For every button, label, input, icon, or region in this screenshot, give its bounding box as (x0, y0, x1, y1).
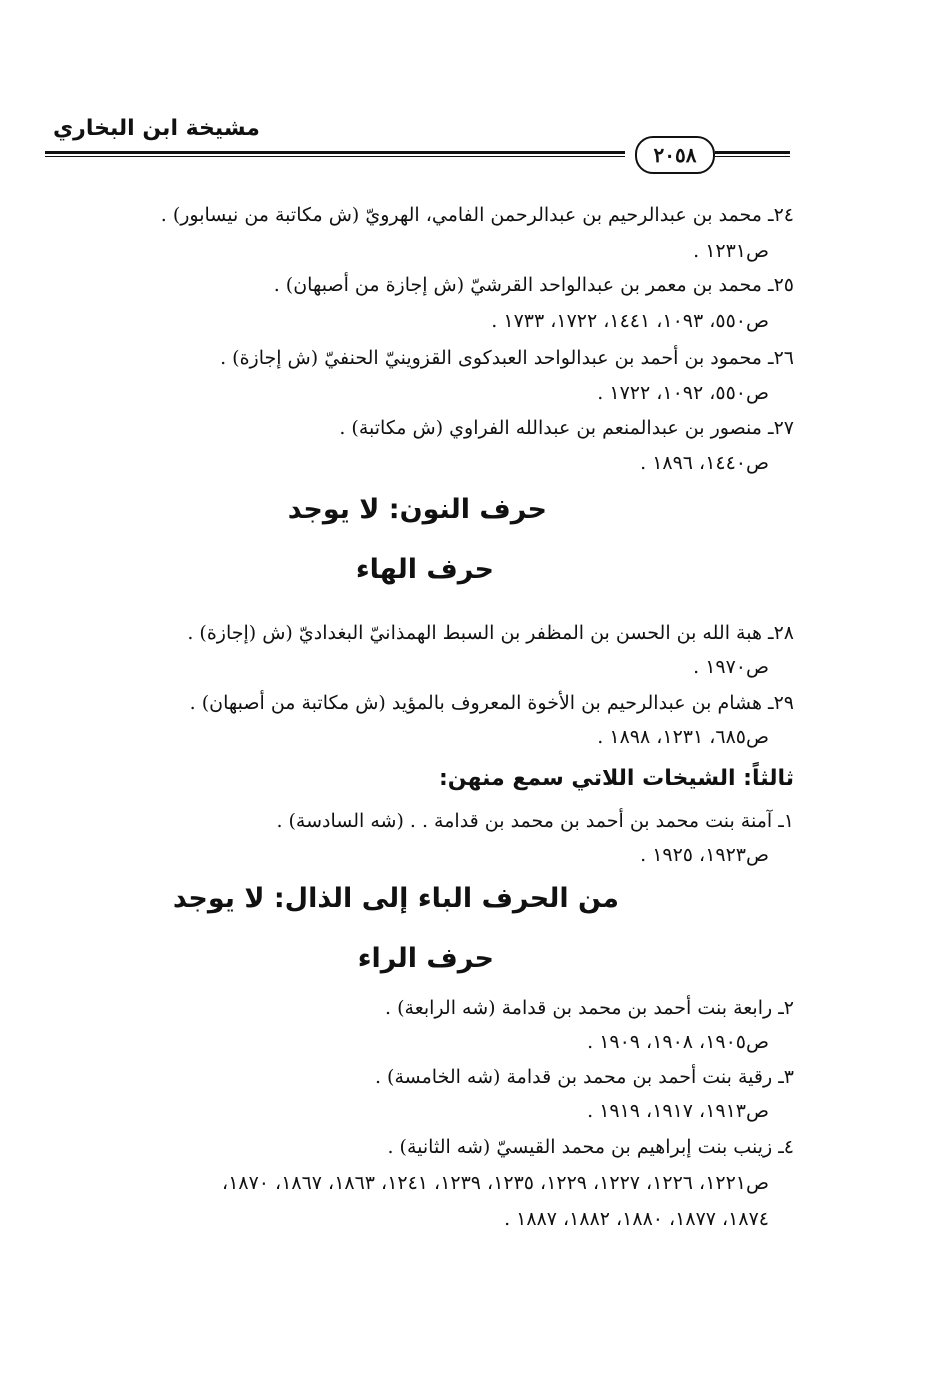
entry-f3: ٣ـ رقية بنت أحمد بن محمد بن قدامة (شه الخامسة) . (374, 1066, 794, 1088)
entry-f4-pages-cont: ١٨٧٤، ١٨٧٧، ١٨٨٠، ١٨٨٢، ١٨٨٧ . (504, 1208, 769, 1230)
header-rule-right-thin (715, 156, 790, 157)
entry-f3-pages: ص١٩١٣، ١٩١٧، ١٩١٩ . (587, 1100, 769, 1122)
entry-26-pages: ص٥٥٠، ١٠٩٢، ١٧٢٢ . (597, 382, 769, 404)
page-number: ٢٠٥٨ (635, 136, 715, 174)
header-rule-left (45, 151, 625, 154)
entry-f2-pages: ص١٩٠٥، ١٩٠٨، ١٩٠٩ . (587, 1031, 769, 1053)
entry-28-pages: ص١٩٧٠ . (693, 656, 769, 678)
page-header (45, 110, 790, 180)
header-rule-left-thin (45, 156, 625, 157)
entry-f1: ١ـ آمنة بنت محمد بن أحمد بن محمد بن قدامة . . (شه السادسة) . (276, 810, 794, 832)
entry-29-pages: ص٦٨٥، ١٢٣١، ١٨٩٨ . (597, 726, 769, 748)
section-heading-shaykhat: ثالثاً: الشيخات اللاتي سمع منهن: (438, 766, 794, 791)
entry-24: ٢٤ـ محمد بن عبدالرحيم بن عبدالرحمن الفامي، الهرويّ (ش مكاتبة من نيسابور) . (160, 204, 794, 226)
entry-25-pages: ص٥٥٠، ١٠٩٣، ١٤٤١، ١٧٢٢، ١٧٣٣ . (491, 310, 769, 332)
entry-24-pages: ص١٢٣١ . (693, 240, 769, 262)
book-title: مشيخة ابن البخاري (53, 116, 260, 141)
entry-29: ٢٩ـ هشام بن عبدالرحيم بن الأخوة المعروف بالمؤيد (ش مكاتبة من أصبهان) . (189, 692, 794, 714)
heading-harf-ha: حرف الهاء (355, 554, 494, 585)
entry-27-pages: ص١٤٤٠، ١٨٩٦ . (640, 452, 769, 474)
entry-f4: ٤ـ زينب بنت إبراهيم بن محمد القيسيّ (شه الثانية) . (387, 1136, 794, 1158)
heading-harf-nun: حرف النون: لا يوجد (287, 494, 547, 525)
entry-f1-pages: ص١٩٢٣، ١٩٢٥ . (640, 844, 769, 866)
entry-25: ٢٥ـ محمد بن معمر بن عبدالواحد القرشيّ (ش إجازة من أصبهان) . (273, 274, 794, 296)
entry-26: ٢٦ـ محمود بن أحمد بن عبدالواحد العبدكوى القزوينيّ الحنفيّ (ش إجازة) . (220, 347, 794, 369)
header-rule-right (715, 151, 790, 154)
entry-28: ٢٨ـ هبة الله بن الحسن بن المظفر بن السبط الهمذانيّ البغداديّ (ش (إجازة) . (187, 622, 794, 644)
heading-ba-to-dhal: من الحرف الباء إلى الذال: لا يوجد (172, 883, 619, 914)
entry-f2: ٢ـ رابعة بنت أحمد بن محمد بن قدامة (شه الرابعة) . (385, 997, 794, 1019)
entry-f4-pages: ص١٢٢١، ١٢٢٦، ١٢٢٧، ١٢٢٩، ١٢٣٥، ١٢٣٩، ١٢٤١، ١٨٦٣، ١٨٦٧، ١٨٧٠، (222, 1172, 769, 1194)
entry-27: ٢٧ـ منصور بن عبدالمنعم بن عبدالله الفراوي (ش مكاتبة) . (339, 417, 794, 439)
heading-harf-ra: حرف الراء (357, 943, 494, 974)
